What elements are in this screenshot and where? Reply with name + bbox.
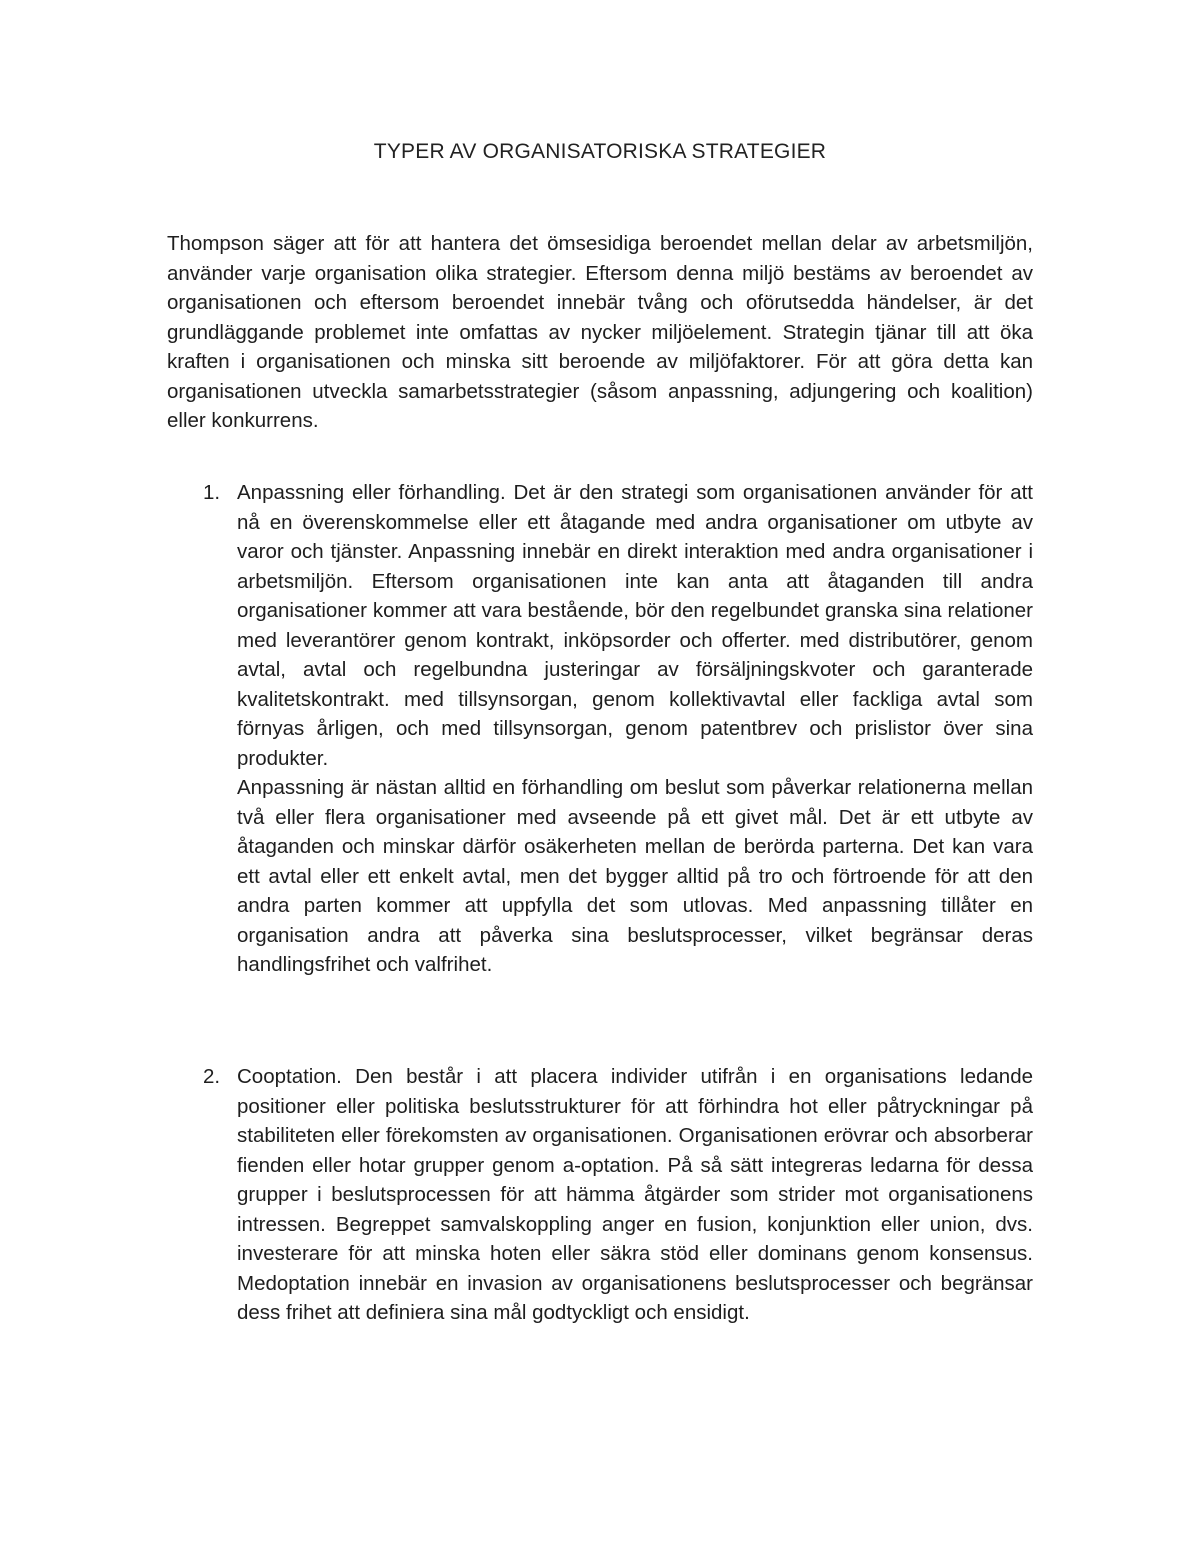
list-item-paragraph: Anpassning är nästan alltid en förhandling om beslut som påverkar relationerna mellan två eller flera organisationer med avseende på ett givet mål. Det är ett utbyte av åtaganden och minskar därför osäkerheten mellan de berörda parterna. Det kan vara ett avtal eller ett enkelt avtal, men det bygger alltid på tro och förtroende för att den andra parten kommer att uppfylla det som utlovas. Med anpassning tillåter en organisation andra att påverka sina beslutsprocesser, vilket begränsar deras handlingsfrihet och valfrihet.	[237, 776, 1033, 976]
list-item	[167, 478, 1033, 980]
list-item	[167, 1062, 1033, 1328]
list-item-paragraph: Anpassning eller förhandling. Det är den strategi som organisationen använder för att nå en överenskommelse eller ett åtagande med andra organisationer om utbyte av varor och tjänster. Anpassning innebär en direkt interaktion med andra organisationer i arbetsmiljön. Eftersom organisationen inte kan anta att åtaganden till andra organisationer kommer att vara bestående, bör den regelbundet granska sina relationer med leverantörer genom kontrakt, inköpsorder och offerter. med distributörer, genom avtal, avtal och regelbundna justeringar av försäljningskvoter och garanterade kvalitetskontrakt. med tillsynsorgan, genom kollektivavtal eller fackliga avtal som förnyas årligen, och med tillsynsorgan, genom patentbrev och prislistor över sina produkter.	[237, 481, 1033, 770]
numbered-list	[167, 1062, 1033, 1328]
intro-paragraph: Thompson säger att för att hantera det ömsesidiga beroendet mellan delar av arbetsmiljön, använder varje organisation olika strategier. Eftersom denna miljö bestäms av beroendet av organisationen och eftersom beroendet innebär tvång och oförutsedda händelser, är det grundläggande problemet inte omfattas av nycker miljöelement. Strategin tjänar till att öka kraften i organisationen och minska sitt beroende av miljöfaktorer. För att göra detta kan organisationen utveckla samarbetsstrategier (såsom anpassning, adjungering och koalition) eller konkurrens.	[167, 232, 1033, 432]
list-item-paragraph: Cooptation. Den består i att placera individer utifrån i en organisations ledande positioner eller politiska beslutsstrukturer för att förhindra hot eller påtryckningar på stabiliteten eller förekomsten av organisationen. Organisationen erövrar och absorberar fienden eller hotar grupper genom a-optation. På så sätt integreras ledarna för dessa grupper i beslutsprocessen för att hämma åtgärder som strider mot organisationens intressen. Begreppet samvalskoppling anger en fusion, konjunktion eller union, dvs. investerare för att minska hoten eller säkra stöd eller dominans genom konsensus. Medoptation innebär en invasion av organisationens beslutsprocesser och begränsar dess frihet att definiera sina mål godtyckligt och ensidigt.	[237, 1065, 1033, 1324]
numbered-list	[167, 478, 1033, 980]
list-item-number: 2.	[203, 1065, 221, 1088]
document-title: TYPER AV ORGANISATORISKA STRATEGIER	[373, 140, 827, 163]
list-item-number: 1.	[203, 481, 221, 504]
